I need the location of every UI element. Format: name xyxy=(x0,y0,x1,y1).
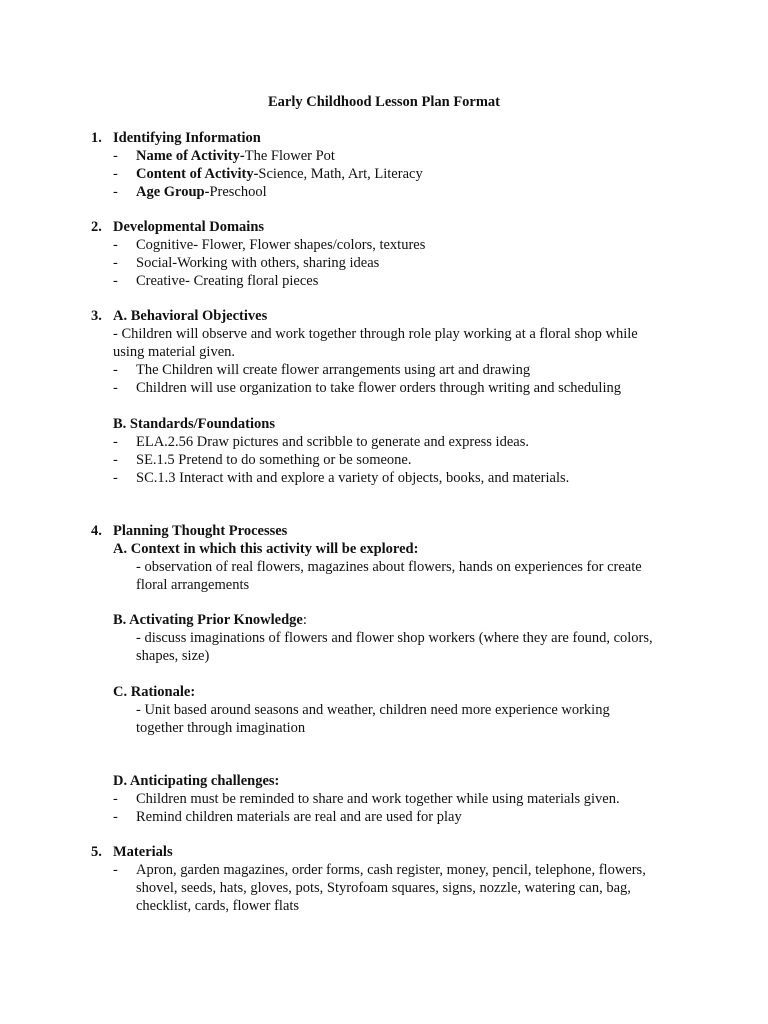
section-3b-heading: B. Standards/Foundations xyxy=(113,416,275,432)
bullet-dash: - xyxy=(113,148,118,164)
list-item: SE.1.5 Pretend to do something or be someone. xyxy=(136,452,412,468)
section-1-number: 1. xyxy=(91,130,102,146)
item-value: The Flower Pot xyxy=(244,148,335,164)
paragraph-line: checklist, cards, flower flats xyxy=(136,898,300,914)
section-4-number: 4. xyxy=(91,523,102,539)
document-title: Early Childhood Lesson Plan Format xyxy=(267,94,501,110)
list-item: Creative- Creating floral pieces xyxy=(136,273,319,289)
bullet-dash: - xyxy=(113,380,118,396)
list-item-continuation: using material given. xyxy=(113,344,236,360)
section-4a-heading: A. Context in which this activity will be explored: xyxy=(113,541,419,557)
bullet-dash: - xyxy=(113,862,118,878)
section-5-heading: Materials xyxy=(113,844,173,860)
heading-colon: : xyxy=(302,612,307,628)
section-3-number: 3. xyxy=(91,308,102,324)
paragraph-line: Apron, garden magazines, order forms, cash register, money, pencil, telephone, flowers, xyxy=(136,862,646,878)
list-item: Social-Working with others, sharing ideas xyxy=(136,255,380,271)
paragraph-line: - Unit based around seasons and weather, children need more experience working xyxy=(136,702,610,718)
section-4-heading: Planning Thought Processes xyxy=(113,523,288,539)
list-item: Children will use organization to take flower orders through writing and scheduling xyxy=(136,380,621,396)
section-1-heading: Identifying Information xyxy=(113,130,261,146)
paragraph-line: floral arrangements xyxy=(136,577,250,593)
item-label: Age Group- xyxy=(136,184,210,200)
bullet-dash: - xyxy=(113,791,118,807)
list-item: Children must be reminded to share and work together while using materials given. xyxy=(136,791,620,807)
list-item xyxy=(136,183,267,201)
section-2-heading: Developmental Domains xyxy=(113,219,265,235)
section-3a-heading: A. Behavioral Objectives xyxy=(113,308,268,324)
section-5-number: 5. xyxy=(91,844,102,860)
paragraph-line: shapes, size) xyxy=(136,648,210,664)
section-4c-heading: C. Rationale: xyxy=(113,684,196,700)
paragraph-line: shovel, seeds, hats, gloves, pots, Styrofoam squares, signs, nozzle, watering can, bag, xyxy=(136,880,631,896)
paragraph-line: - observation of real flowers, magazines about flowers, hands on experiences for create xyxy=(136,559,642,575)
bullet-dash: - xyxy=(113,434,118,450)
list-item xyxy=(136,165,423,183)
bullet-dash: - xyxy=(113,809,118,825)
section-4d-heading: D. Anticipating challenges: xyxy=(113,773,280,789)
list-item: - Children will observe and work together through role play working at a floral shop while xyxy=(113,326,638,342)
list-item: SC.1.3 Interact with and explore a variety of objects, books, and materials. xyxy=(136,470,570,486)
paragraph-line: - discuss imaginations of flowers and flower shop workers (where they are found, colors, xyxy=(136,630,653,646)
item-label: Content of Activity- xyxy=(136,166,259,182)
section-4b-heading-line xyxy=(113,611,307,629)
item-value: Preschool xyxy=(209,184,267,200)
list-item: Remind children materials are real and are used for play xyxy=(136,809,462,825)
list-item: The Children will create flower arrangements using art and drawing xyxy=(136,362,531,378)
bullet-dash: - xyxy=(113,470,118,486)
section-4b-heading: B. Activating Prior Knowledge xyxy=(113,612,303,628)
bullet-dash: - xyxy=(113,184,118,200)
bullet-dash: - xyxy=(113,255,118,271)
list-item: ELA.2.56 Draw pictures and scribble to generate and express ideas. xyxy=(136,434,529,450)
item-value: Science, Math, Art, Literacy xyxy=(258,166,423,182)
paragraph-line: together through imagination xyxy=(136,720,306,736)
bullet-dash: - xyxy=(113,237,118,253)
list-item xyxy=(136,147,335,165)
list-item: Cognitive- Flower, Flower shapes/colors, textures xyxy=(136,237,426,253)
bullet-dash: - xyxy=(113,362,118,378)
section-2-number: 2. xyxy=(91,219,102,235)
bullet-dash: - xyxy=(113,452,118,468)
item-label: Name of Activity- xyxy=(136,148,245,164)
bullet-dash: - xyxy=(113,273,118,289)
bullet-dash: - xyxy=(113,166,118,182)
